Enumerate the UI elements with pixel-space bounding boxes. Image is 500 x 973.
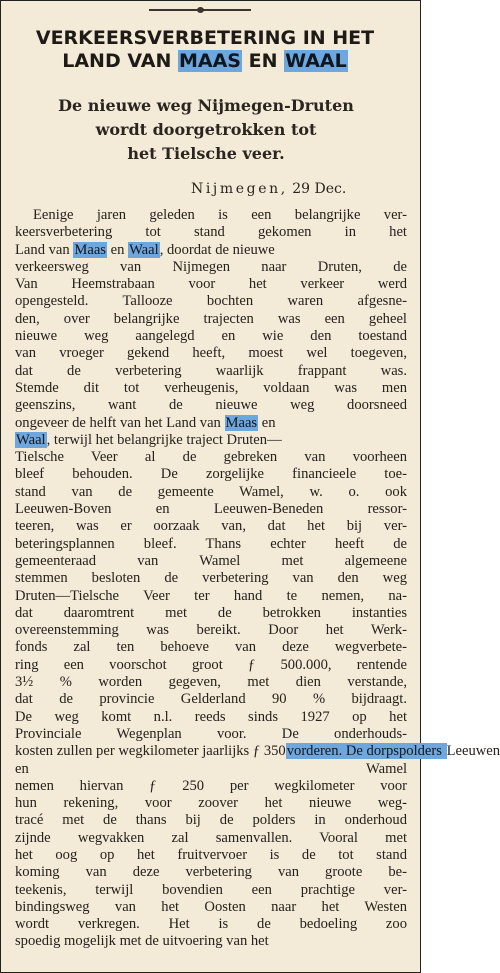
body-line: en Wamel bbox=[15, 760, 407, 777]
body-line: keersverbetering tot stand gekomen in het bbox=[15, 224, 407, 241]
body-line: teeren, was er oorzaak van, dat het bij ver- bbox=[15, 518, 407, 535]
subheading-line-3: het Tielsche veer. bbox=[127, 144, 285, 163]
highlight-maas: Maas bbox=[225, 414, 258, 431]
body-line: dat daaromtrent met de betrokken instanties bbox=[15, 604, 407, 621]
body-text: Leeuwen bbox=[446, 743, 500, 760]
subheading-line-2: wordt doorgetrokken tot bbox=[95, 120, 317, 139]
highlight-waal: Waal bbox=[129, 241, 159, 258]
divider-ornament bbox=[197, 7, 204, 13]
body-line: nemen hiervan ƒ 250 per wegkilometer voor bbox=[15, 777, 407, 794]
body-line bbox=[15, 242, 407, 259]
body-text: ongeveer de helft van het Land van bbox=[15, 414, 225, 431]
body-line: stand van de gemeente Wamel, w. o. ook bbox=[15, 483, 407, 500]
subheading-line-1: De nieuwe weg Nijmegen-Druten bbox=[58, 96, 354, 115]
body-line: Van Heemstrabaan voor het verkeer werd bbox=[15, 276, 407, 293]
body-line: wordt verkregen. Het is de bedoeling zoo bbox=[15, 916, 407, 933]
body-line: nieuwe weg aangelegd en wie den toestand bbox=[15, 328, 407, 345]
body-line: geenszins, want de nieuwe weg doorsneed bbox=[15, 397, 407, 414]
highlight-maas: Maas bbox=[74, 241, 106, 258]
body-line: Stemde dit tot verheugenis, voldaan was men bbox=[15, 379, 407, 396]
body-line: 3½ % worden gegeven, met dien verstande, bbox=[15, 674, 407, 691]
highlight-leeuwen: vorderen. De dorpspolders bbox=[286, 743, 446, 760]
highlight-maas: MAAS bbox=[178, 50, 241, 72]
body-text: en bbox=[106, 241, 129, 258]
body-line: dat de verbetering waarlijk frappant was. bbox=[15, 362, 407, 379]
body-line: tracé met de thans bij de polders in onderhoud bbox=[15, 812, 407, 829]
body-line: stemmen besloten de verbetering van den weg bbox=[15, 570, 407, 587]
body-line: van vroeger gekend heeft, moest wel toegeven, bbox=[15, 345, 407, 362]
article-subheading bbox=[41, 94, 371, 166]
body-line bbox=[15, 432, 407, 449]
body-line: Leeuwen-Boven en Leeuwen-Beneden ressor- bbox=[15, 501, 407, 518]
body-line: hun rekening, voor zoover het nieuwe weg- bbox=[15, 795, 407, 812]
body-line: Tielsche Veer al de gebreken van voorheen bbox=[15, 449, 407, 466]
highlight-waal: Waal bbox=[16, 431, 46, 448]
body-line: spoedig mogelijk met de uitvoering van het bbox=[15, 933, 269, 950]
body-line: koming van deze verbetering van groote be- bbox=[15, 864, 407, 881]
article-body bbox=[15, 207, 500, 951]
body-line: zijnde wegvakken zal samenvallen. Vooral met bbox=[15, 829, 407, 846]
body-line: bleef behouden. De zorgelijke financieele toe- bbox=[15, 466, 407, 483]
body-text: , doordat de nieuwe bbox=[159, 241, 275, 258]
body-line: overeenstemming was bereikt. Door het Werk- bbox=[15, 622, 407, 639]
body-line: fonds zal ten behoeve van deze wegverbete- bbox=[15, 639, 407, 656]
body-line bbox=[15, 415, 407, 432]
headline-line-1: VERKEERSVERBETERING IN HET bbox=[35, 27, 375, 49]
body-line: dat de provincie Gelderland 90 % bijdraagt. bbox=[15, 691, 407, 708]
body-text: Land van bbox=[15, 241, 74, 258]
body-line bbox=[15, 743, 500, 760]
dateline bbox=[191, 181, 346, 197]
body-text: en bbox=[258, 414, 276, 431]
body-line: het oog op het fruitvervoer is de tot stand bbox=[15, 846, 407, 863]
body-line: Eenige jaren geleden is een belangrijke ver- bbox=[33, 207, 407, 223]
article-headline bbox=[15, 27, 395, 73]
headline-text: EN bbox=[242, 50, 285, 72]
body-line: teekenis, terwijl bovendien een prachtige ver- bbox=[15, 881, 407, 898]
body-line: opengesteld. Tallooze bochten waren afgesne- bbox=[15, 293, 407, 310]
body-line: den, over belangrijke trajecten was een geheel bbox=[15, 310, 407, 327]
body-text: , terwijl het belangrijke traject Druten— bbox=[46, 431, 282, 448]
body-line: gemeenteraad van Wamel met algemeene bbox=[15, 552, 407, 569]
highlight-waal: WAAL bbox=[285, 50, 347, 72]
dateline-place: Nijmegen, bbox=[191, 181, 288, 197]
body-line: ring een voorschot groot ƒ 500.000, rentende bbox=[15, 656, 407, 673]
body-text: kosten zullen per wegkilometer jaarlijks ƒ 350 bbox=[15, 743, 286, 760]
headline-text: LAND VAN bbox=[62, 50, 178, 72]
body-line: Provinciale Wegenplan voor. De onderhouds- bbox=[15, 725, 407, 742]
body-line: verkeersweg van Nijmegen naar Druten, de bbox=[15, 258, 407, 275]
body-line: beteringsplannen bleef. Thans echter heeft de bbox=[15, 535, 407, 552]
dateline-date: 29 Dec. bbox=[287, 181, 347, 197]
body-line: bindingsweg van het Oosten naar het Westen bbox=[15, 898, 407, 915]
body-line: Druten—Tielsche Veer ter hand te nemen, na- bbox=[15, 587, 407, 604]
body-line: De weg komt n.l. reeds sinds 1927 op het bbox=[15, 708, 407, 725]
